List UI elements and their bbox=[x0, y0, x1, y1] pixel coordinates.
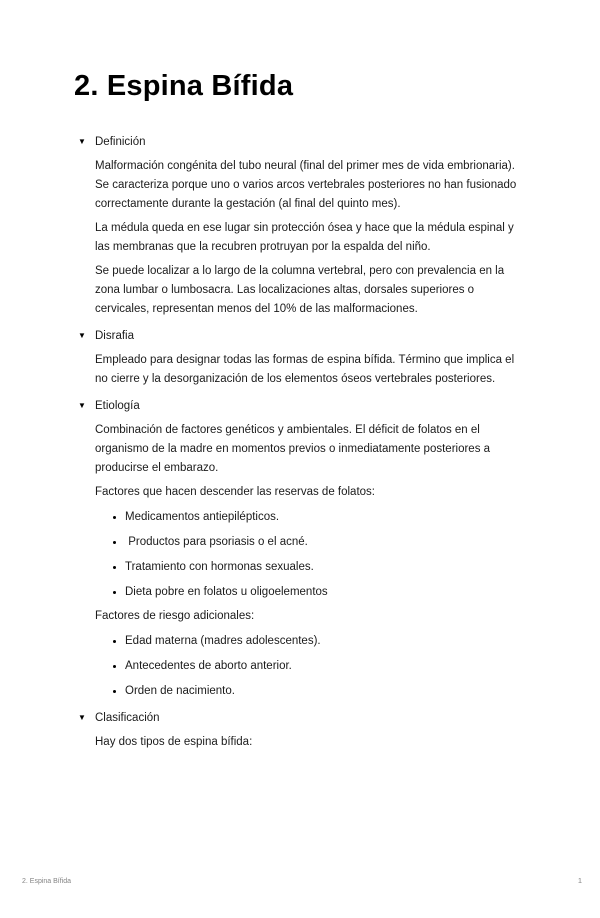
toggle-label: Etiología bbox=[95, 400, 140, 412]
toggle-definicion[interactable] bbox=[78, 132, 528, 152]
list-item-text: Orden de nacimiento. bbox=[125, 685, 235, 697]
footer-page-number: 1 bbox=[577, 876, 582, 885]
list-item-text: Productos para psoriasis o el acné. bbox=[125, 536, 308, 548]
bullet-dot-icon bbox=[113, 640, 116, 643]
bullet-dot-icon bbox=[113, 665, 116, 668]
bullet-dot-icon bbox=[113, 690, 116, 693]
list-item bbox=[113, 508, 528, 527]
paragraph: Combinación de factores genéticos y ambientales. El déficit de folatos en el organismo de la madre en momentos previos o inmediatamente posteriores a producirse el embarazo. bbox=[95, 424, 491, 474]
footer-doc-name: 2. Espina Bífida bbox=[22, 878, 72, 885]
bullet-dot-icon bbox=[113, 541, 116, 544]
paragraph: La médula queda en ese lugar sin protección ósea y hace que la médula espinal y las membranas que la recubren protruyan por la espalda del niño. bbox=[95, 222, 514, 253]
bullet-dot-icon bbox=[113, 591, 116, 594]
section-definicion bbox=[0, 132, 600, 319]
triangle-down-icon: ▼ bbox=[78, 137, 86, 146]
list-item bbox=[113, 533, 528, 552]
list-item bbox=[113, 558, 528, 577]
list-item bbox=[113, 583, 528, 602]
list-item bbox=[113, 657, 528, 676]
section-etiologia bbox=[0, 396, 600, 701]
toggle-label: Disrafia bbox=[95, 330, 134, 342]
toggle-label: Definición bbox=[95, 136, 146, 148]
bullet-dot-icon bbox=[113, 566, 116, 569]
section-disrafia bbox=[0, 326, 600, 389]
toggle-disrafia[interactable] bbox=[78, 326, 528, 346]
document-body bbox=[0, 132, 600, 752]
list-intro: Factores que hacen descender las reservas de folatos: bbox=[95, 486, 375, 498]
triangle-down-icon: ▼ bbox=[78, 401, 86, 410]
triangle-down-icon: ▼ bbox=[78, 713, 86, 722]
list-item-text: Edad materna (madres adolescentes). bbox=[125, 635, 321, 647]
section-clasificacion bbox=[0, 708, 600, 752]
toggle-label: Clasificación bbox=[95, 712, 160, 724]
list-item-text: Antecedentes de aborto anterior. bbox=[125, 660, 292, 672]
bullet-dot-icon bbox=[113, 516, 116, 519]
paragraph: Malformación congénita del tubo neural (final del primer mes de vida embrionaria). Se caracteriza porque uno o varios arcos vertebrales posteriores no han fusionado correctamente durante la gestación (al final del quinto mes). bbox=[95, 160, 517, 210]
list-intro: Factores de riesgo adicionales: bbox=[95, 610, 255, 622]
paragraph: Se puede localizar a lo largo de la columna vertebral, pero con prevalencia en la zona lumbar o lumbosacra. Las localizaciones altas, dorsales superiores o cervicales, representan menos del 10% de las malformaciones. bbox=[95, 265, 505, 315]
toggle-etiologia[interactable] bbox=[78, 396, 528, 416]
paragraph: Empleado para designar todas las formas de espina bífida. Término que implica el no cierre y la desorganización de los elementos óseos vertebrales posteriores. bbox=[95, 354, 515, 385]
toggle-clasificacion[interactable] bbox=[78, 708, 528, 728]
list-item-text: Tratamiento con hormonas sexuales. bbox=[125, 561, 314, 573]
list-item bbox=[113, 682, 528, 701]
list-item-text: Medicamentos antiepilépticos. bbox=[125, 511, 280, 523]
paragraph: Hay dos tipos de espina bífida: bbox=[95, 736, 253, 748]
page-footer bbox=[22, 876, 582, 885]
page-title: 2. Espina Bífida bbox=[74, 70, 294, 102]
list-item bbox=[113, 632, 528, 651]
list-item-text: Dieta pobre en folatos u oligoelementos bbox=[125, 586, 328, 598]
triangle-down-icon: ▼ bbox=[78, 331, 86, 340]
